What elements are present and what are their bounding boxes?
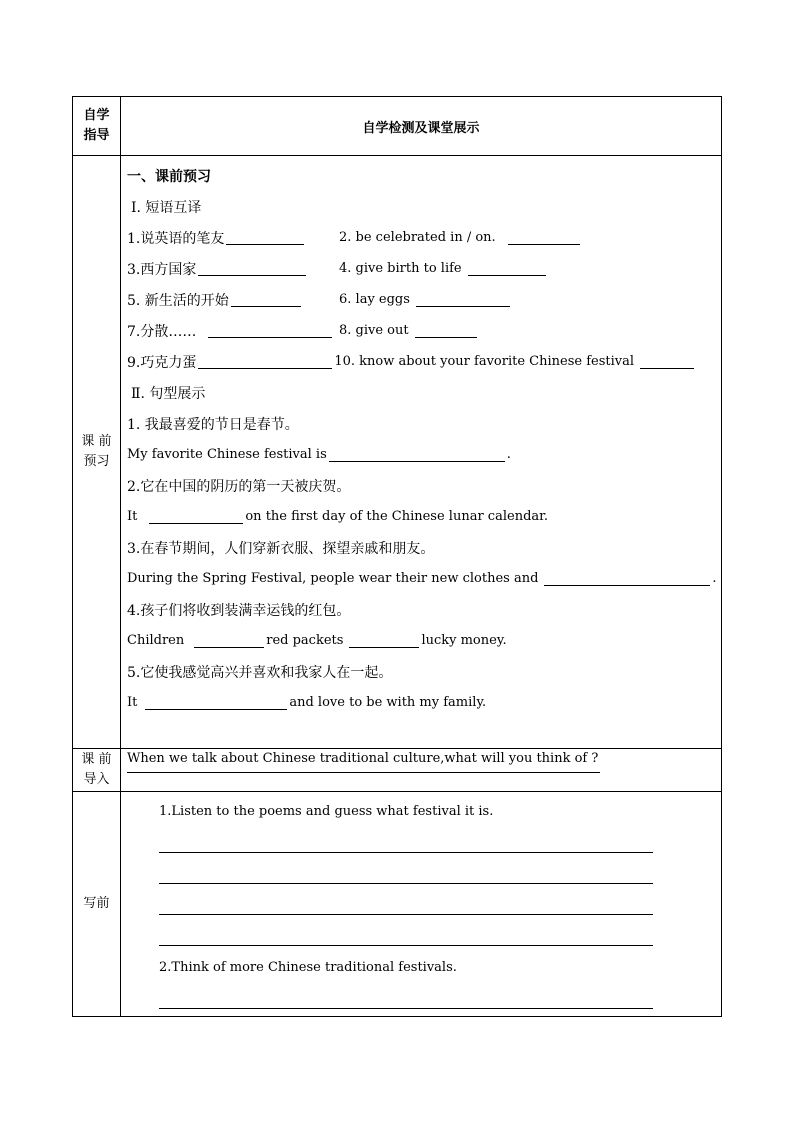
answer-blank[interactable]: [145, 695, 287, 710]
sentence-5-cn: 5.它使我感觉高兴并喜欢和我家人在一起。: [127, 664, 393, 681]
prewrite-row: [73, 792, 722, 1017]
intro-content: [121, 749, 722, 792]
part2-title: Ⅱ. 句型展示: [131, 385, 206, 402]
answer-blank[interactable]: [226, 230, 304, 245]
header-title: 自学检测及课堂展示: [121, 97, 722, 156]
prewrite-question-2: 2.Think of more Chinese traditional festivals.: [159, 959, 457, 975]
answer-blank[interactable]: [544, 571, 710, 586]
sentence-4-cn: 4.孩子们将收到装满幸运钱的红包。: [127, 602, 351, 619]
phrase-row-2: 3.西方国家 4. give birth to life: [127, 253, 721, 284]
intro-row: [73, 749, 722, 792]
answer-blank[interactable]: [208, 323, 332, 338]
phrase-row-5: 9.巧克力蛋 10. know about your favorite Chinese festival: [127, 346, 721, 377]
intro-question: When we talk about Chinese traditional culture,what will you think of ?: [127, 751, 599, 766]
sentence-5-en: It and love to be with my family.: [127, 695, 487, 710]
preview-content: [121, 156, 722, 749]
header-row: [73, 97, 722, 156]
answer-line[interactable]: [159, 822, 653, 853]
sentence-3-en: During the Spring Festival, people wear their new clothes and .: [127, 571, 717, 586]
answer-line[interactable]: [159, 915, 653, 946]
sentence-2-en: It on the first day of the Chinese lunar calendar.: [127, 509, 549, 524]
answer-blank[interactable]: [349, 633, 419, 648]
phrase-row-4: 7.分散…… 8. give out: [127, 315, 721, 346]
answer-blank[interactable]: [640, 354, 694, 369]
answer-blank[interactable]: [194, 633, 264, 648]
answer-blank[interactable]: [149, 509, 243, 524]
answer-blank[interactable]: [468, 261, 546, 276]
answer-blank[interactable]: [415, 323, 477, 338]
sentence-2-cn: 2.它在中国的阴历的第一天被庆贺。: [127, 478, 351, 495]
prewrite-question-1: 1.Listen to the poems and guess what festival it is.: [159, 803, 494, 819]
sentence-1-cn: 1. 我最喜爱的节日是春节。: [127, 416, 299, 433]
answer-line[interactable]: [159, 853, 653, 884]
answer-blank[interactable]: [198, 354, 332, 369]
phrase-row-1: 1.说英语的笔友 2. be celebrated in / on.: [127, 222, 721, 253]
preview-row: [73, 156, 722, 749]
answer-blank[interactable]: [329, 447, 505, 462]
section-title: 一、课前预习: [127, 168, 211, 185]
phrase-row-3: 5. 新生活的开始 6. lay eggs: [127, 284, 721, 315]
answer-blank[interactable]: [416, 292, 510, 307]
sentence-4-en: Children red packets lucky money.: [127, 633, 507, 648]
answer-line[interactable]: [127, 772, 600, 773]
prewrite-content: [121, 792, 722, 1017]
answer-blank[interactable]: [231, 292, 301, 307]
worksheet-table: [72, 96, 722, 1017]
answer-line[interactable]: [159, 884, 653, 915]
prewrite-label: 写前: [73, 792, 121, 1017]
worksheet: [72, 96, 722, 1017]
answer-blank[interactable]: [198, 261, 306, 276]
part1-title: Ⅰ. 短语互译: [131, 199, 202, 216]
guide-label: 自学 指导: [73, 97, 121, 156]
intro-label: 课 前 导入: [73, 749, 121, 792]
answer-line[interactable]: [159, 978, 653, 1009]
answer-blank[interactable]: [508, 230, 580, 245]
sentence-3-cn: 3.在春节期间，人们穿新衣服、探望亲戚和朋友。: [127, 540, 435, 557]
preview-label: 课 前 预习: [73, 156, 121, 749]
sentence-1-en: My favorite Chinese festival is .: [127, 447, 511, 462]
